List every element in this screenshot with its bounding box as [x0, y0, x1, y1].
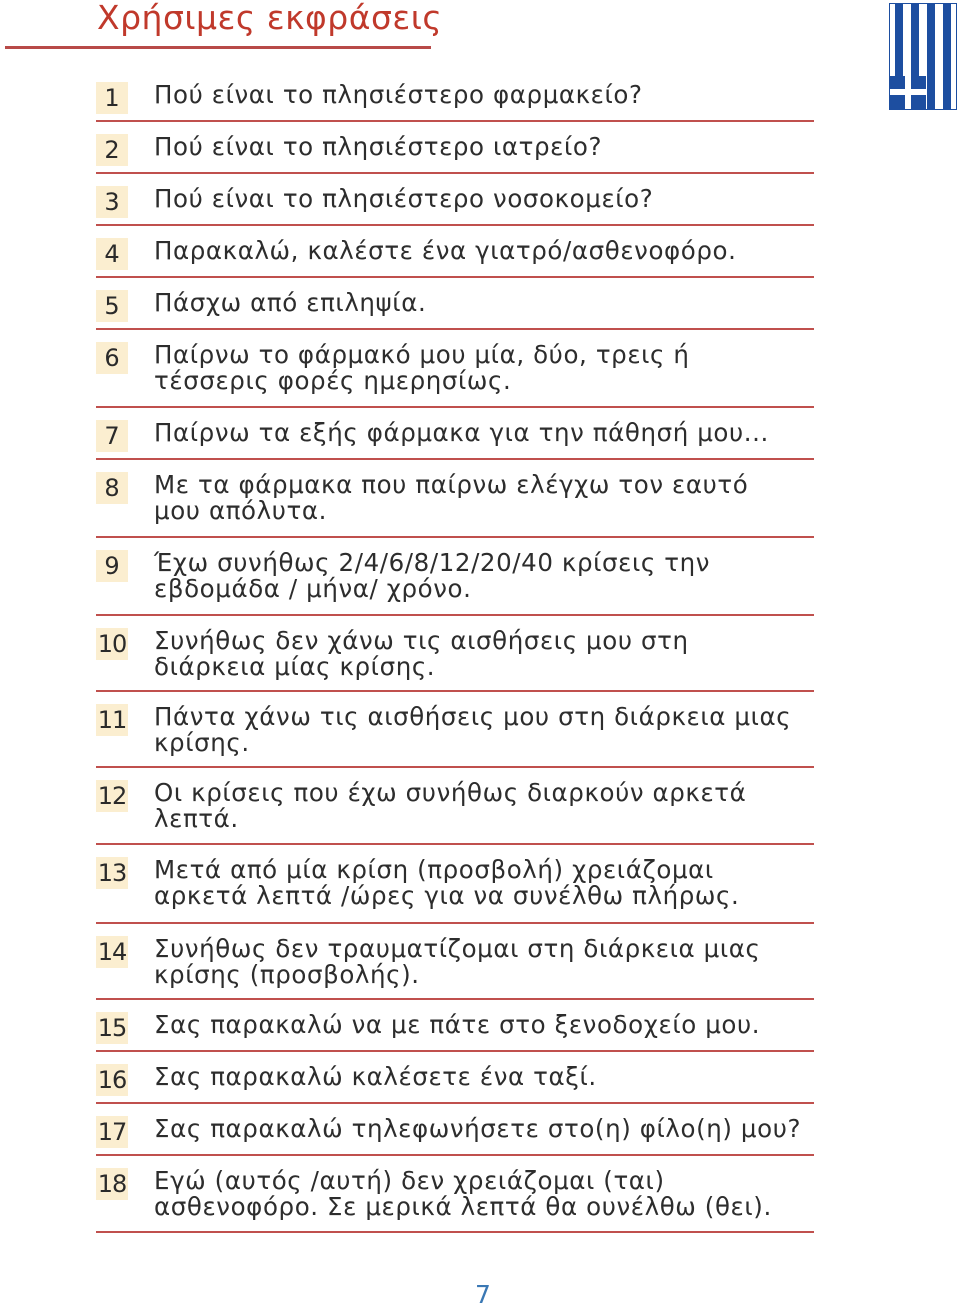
- phrase-line: Οι κρίσεις που έχω συνήθως διαρκούν αρκετά: [154, 778, 747, 807]
- phrase-row: [96, 1156, 814, 1233]
- phrase-line: κρίσης (προσβολής).: [154, 960, 420, 989]
- phrase-number: 13: [97, 859, 127, 887]
- phrase-number: 5: [96, 290, 128, 322]
- phrase-text: [154, 1012, 824, 1038]
- phrase-line: τέσσερις φορές ημερησίως.: [154, 366, 512, 395]
- phrase-line: Έχω συνήθως 2/4/6/8/12/20/40 κρίσεις την: [154, 548, 710, 577]
- phrase-line: λεπτά.: [154, 804, 239, 833]
- phrase-line: Πού είναι το πλησιέστερο φαρμακείο?: [154, 80, 643, 109]
- phrase-line: Πού είναι το πλησιέστερο νοσοκομείο?: [154, 184, 654, 213]
- page-number: 7: [475, 1280, 491, 1309]
- phrase-number: 12: [97, 782, 127, 810]
- phrase-line: Παίρνω τα εξής φάρμακα για την πάθησή μου...: [154, 418, 769, 447]
- phrase-number: 14: [97, 938, 127, 966]
- phrase-row: [96, 768, 814, 845]
- phrase-list: [96, 70, 814, 1233]
- phrase-line: Πού είναι το πλησιέστερο ιατρείο?: [154, 132, 603, 161]
- phrase-line: εβδομάδα / μήνα/ χρόνο.: [154, 574, 472, 603]
- phrase-line: Εγώ (αυτός /αυτή) δεν χρειάζομαι (ται): [154, 1166, 665, 1195]
- phrase-number: 8: [96, 472, 128, 504]
- phrase-text: [154, 186, 824, 212]
- phrase-row: [96, 460, 814, 538]
- phrase-text: [154, 857, 824, 909]
- greek-flag-icon: [889, 3, 957, 110]
- phrase-text: [154, 82, 824, 108]
- phrase-line: διάρκεια μίας κρίσης.: [154, 652, 436, 681]
- phrase-number: 2: [96, 134, 128, 166]
- phrase-row: [96, 845, 814, 924]
- phrase-number: 9: [96, 550, 128, 582]
- phrase-line: Σας παρακαλώ καλέσετε ένα ταξί.: [154, 1062, 597, 1091]
- phrase-number: 1: [96, 82, 128, 114]
- phrase-number: 18: [97, 1170, 127, 1198]
- phrase-row: [96, 692, 814, 768]
- phrase-line: κρίσης.: [154, 728, 250, 757]
- phrase-row: [96, 122, 814, 174]
- phrase-row: [96, 616, 814, 692]
- phrase-number: 10: [97, 630, 127, 658]
- phrase-line: Με τα φάρμακα που παίρνω ελέγχω τον εαυτό: [154, 470, 749, 499]
- page-title: Χρήσιμες εκφράσεις: [97, 0, 443, 37]
- phrase-text: [154, 936, 824, 988]
- phrase-row: [96, 1052, 814, 1104]
- phrase-line: Μετά από μία κρίση (προσβολή) χρειάζομαι: [154, 855, 714, 884]
- phrase-row: [96, 1000, 814, 1052]
- phrase-number: 17: [97, 1118, 127, 1146]
- phrase-text: [154, 704, 824, 756]
- phrase-number: 7: [96, 420, 128, 452]
- phrase-row: [96, 174, 814, 226]
- phrase-line: Συνήθως δεν τραυματίζομαι στη διάρκεια μιας: [154, 934, 761, 963]
- phrase-line: Συνήθως δεν χάνω τις αισθήσεις μου στη: [154, 626, 689, 655]
- phrase-line: μου απόλυτα.: [154, 496, 327, 525]
- phrase-line: ασθενοφόρο. Σε μερικά λεπτά θα ουνέλθω (θει).: [154, 1192, 772, 1221]
- phrase-row: [96, 330, 814, 408]
- phrase-number: 15: [97, 1014, 127, 1042]
- phrase-row: [96, 538, 814, 616]
- phrase-line: Σας παρακαλώ να με πάτε στο ξενοδοχείο μου.: [154, 1010, 761, 1039]
- phrase-number: 6: [96, 342, 128, 374]
- phrase-row: [96, 278, 814, 330]
- phrase-row: [96, 408, 814, 460]
- phrase-line: Πάντα χάνω τις αισθήσεις μου στη διάρκεια μιας: [154, 702, 792, 731]
- phrase-text: [154, 420, 824, 446]
- phrase-text: [154, 1116, 824, 1142]
- phrase-row: [96, 226, 814, 278]
- phrase-line: αρκετά λεπτά /ώρες για να συνέλθω πλήρως.: [154, 881, 740, 910]
- phrase-line: Πάσχω από επιληψία.: [154, 288, 427, 317]
- phrase-number: 3: [96, 186, 128, 218]
- title-underline: [5, 46, 431, 49]
- phrase-text: [154, 628, 824, 680]
- phrase-text: [154, 550, 824, 602]
- phrase-line: Σας παρακαλώ τηλεφωνήσετε στο(η) φίλο(η) μου?: [154, 1114, 802, 1143]
- phrase-text: [154, 134, 824, 160]
- phrase-text: [154, 1064, 824, 1090]
- phrase-text: [154, 472, 824, 524]
- phrase-row: [96, 1104, 814, 1156]
- phrase-number: 11: [97, 706, 127, 734]
- phrase-number: 16: [97, 1066, 127, 1094]
- phrase-row: [96, 70, 814, 122]
- phrase-text: [154, 1168, 824, 1220]
- phrase-line: Παρακαλώ, καλέστε ένα γιατρό/ασθενοφόρο.: [154, 236, 737, 265]
- phrase-text: [154, 780, 824, 832]
- phrase-number: 4: [96, 238, 128, 270]
- phrase-text: [154, 290, 824, 316]
- phrase-text: [154, 238, 824, 264]
- phrase-row: [96, 924, 814, 1000]
- phrase-text: [154, 342, 824, 394]
- phrase-line: Παίρνω το φάρμακό μου μία, δύο, τρεις ή: [154, 340, 690, 369]
